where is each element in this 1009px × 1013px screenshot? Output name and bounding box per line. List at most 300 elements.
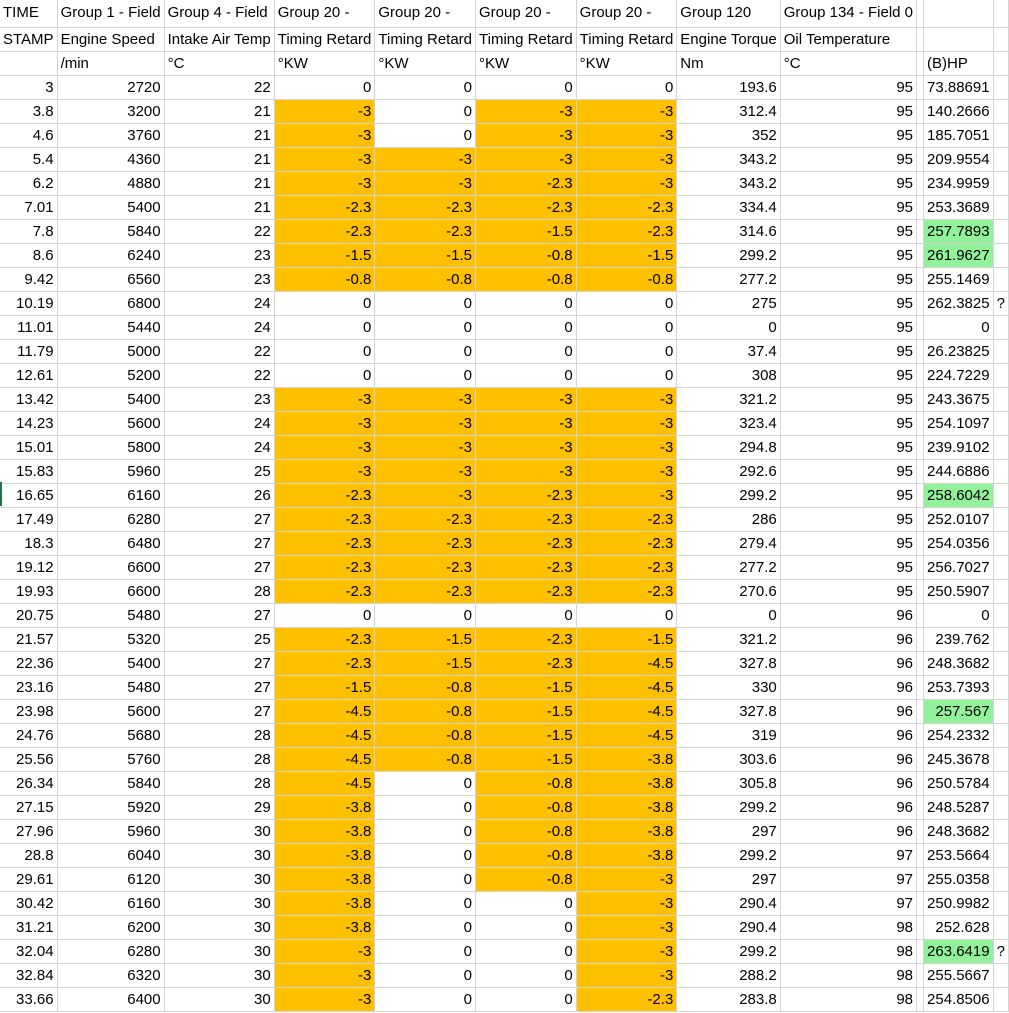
cell-time[interactable]: 3 [0, 75, 57, 99]
cell-time[interactable]: 20.75 [0, 603, 57, 627]
cell-time[interactable]: 7.01 [0, 195, 57, 219]
cell-time[interactable]: 29.61 [0, 867, 57, 891]
cell-timing-retard-4[interactable]: -3 [576, 411, 677, 435]
cell-bhp[interactable]: 250.9982 [924, 891, 994, 915]
cell-timing-retard-2[interactable]: -3 [375, 483, 476, 507]
cell-timing-retard-4[interactable]: -3 [576, 915, 677, 939]
cell-note[interactable] [993, 987, 1008, 1011]
cell-timing-retard-1[interactable]: -1.5 [274, 243, 375, 267]
cell-intake-air-temp[interactable]: 25 [164, 459, 274, 483]
cell-timing-retard-1[interactable]: -3 [274, 459, 375, 483]
cell-oil-temp[interactable]: 96 [780, 603, 916, 627]
cell-bhp[interactable]: 250.5784 [924, 771, 994, 795]
header-cell-intake-air-temp[interactable]: Intake Air Temp [164, 27, 274, 51]
cell-timing-retard-2[interactable]: -0.8 [375, 723, 476, 747]
cell-intake-air-temp[interactable]: 21 [164, 171, 274, 195]
cell-engine-speed[interactable]: 4880 [57, 171, 164, 195]
cell-blank[interactable] [917, 795, 924, 819]
cell-timing-retard-1[interactable]: 0 [274, 603, 375, 627]
cell-blank[interactable] [917, 75, 924, 99]
cell-timing-retard-1[interactable]: -3.8 [274, 891, 375, 915]
cell-bhp[interactable]: 263.6419 [924, 939, 994, 963]
cell-timing-retard-2[interactable]: 0 [375, 771, 476, 795]
cell-timing-retard-3[interactable]: -2.3 [476, 531, 577, 555]
cell-engine-speed[interactable]: 5480 [57, 675, 164, 699]
cell-note[interactable] [993, 675, 1008, 699]
cell-timing-retard-3[interactable]: -1.5 [476, 747, 577, 771]
cell-oil-temp[interactable]: 96 [780, 699, 916, 723]
cell-timing-retard-1[interactable]: -4.5 [274, 699, 375, 723]
cell-engine-speed[interactable]: 5320 [57, 627, 164, 651]
cell-timing-retard-1[interactable]: -2.3 [274, 483, 375, 507]
cell-engine-torque[interactable]: 314.6 [677, 219, 780, 243]
cell-bhp[interactable]: 258.6042 [924, 483, 994, 507]
cell-bhp[interactable]: 185.7051 [924, 123, 994, 147]
cell-time[interactable]: 8.6 [0, 243, 57, 267]
cell-time[interactable]: 3.8 [0, 99, 57, 123]
cell-bhp[interactable]: 257.7893 [924, 219, 994, 243]
cell-timing-retard-1[interactable]: -3.8 [274, 867, 375, 891]
cell-time[interactable]: 9.42 [0, 267, 57, 291]
cell-intake-air-temp[interactable]: 30 [164, 963, 274, 987]
cell-oil-temp[interactable]: 95 [780, 483, 916, 507]
cell-intake-air-temp[interactable]: 22 [164, 219, 274, 243]
cell-time[interactable]: 18.3 [0, 531, 57, 555]
cell-timing-retard-3[interactable]: -2.3 [476, 195, 577, 219]
cell-bhp[interactable]: 224.7229 [924, 363, 994, 387]
cell-oil-temp[interactable]: 97 [780, 891, 916, 915]
cell-oil-temp[interactable]: 96 [780, 627, 916, 651]
cell-bhp[interactable]: 248.3682 [924, 819, 994, 843]
cell-bhp[interactable]: 252.0107 [924, 507, 994, 531]
cell-engine-torque[interactable]: 275 [677, 291, 780, 315]
cell-timing-retard-2[interactable]: -2.3 [375, 555, 476, 579]
cell-timing-retard-1[interactable]: -3 [274, 147, 375, 171]
cell-time[interactable]: 10.19 [0, 291, 57, 315]
cell-bhp[interactable]: 257.567 [924, 699, 994, 723]
cell-engine-speed[interactable]: 6120 [57, 867, 164, 891]
cell-intake-air-temp[interactable]: 27 [164, 555, 274, 579]
cell-engine-speed[interactable]: 5600 [57, 411, 164, 435]
cell-blank[interactable] [917, 651, 924, 675]
cell-intake-air-temp[interactable]: 27 [164, 603, 274, 627]
cell-timing-retard-3[interactable]: 0 [476, 963, 577, 987]
cell-oil-temp[interactable]: 95 [780, 363, 916, 387]
cell-intake-air-temp[interactable]: 26 [164, 483, 274, 507]
cell-timing-retard-1[interactable]: -3 [274, 987, 375, 1011]
header-cell-oil-temp[interactable]: °C [780, 51, 916, 75]
cell-engine-speed[interactable]: 5920 [57, 795, 164, 819]
cell-timing-retard-4[interactable]: 0 [576, 75, 677, 99]
cell-time[interactable]: 19.12 [0, 555, 57, 579]
cell-timing-retard-4[interactable]: -3 [576, 963, 677, 987]
cell-timing-retard-4[interactable]: -2.3 [576, 555, 677, 579]
cell-engine-torque[interactable]: 352 [677, 123, 780, 147]
cell-engine-torque[interactable]: 292.6 [677, 459, 780, 483]
header-cell-timing-retard-4[interactable]: Group 20 - [576, 0, 677, 27]
header-cell-engine-torque[interactable]: Group 120 [677, 0, 780, 27]
cell-timing-retard-4[interactable]: -3 [576, 435, 677, 459]
cell-engine-torque[interactable]: 283.8 [677, 987, 780, 1011]
cell-oil-temp[interactable]: 98 [780, 987, 916, 1011]
cell-timing-retard-2[interactable]: -3 [375, 171, 476, 195]
cell-timing-retard-3[interactable]: -3 [476, 387, 577, 411]
cell-timing-retard-1[interactable]: -4.5 [274, 723, 375, 747]
cell-intake-air-temp[interactable]: 27 [164, 699, 274, 723]
cell-time[interactable]: 28.8 [0, 843, 57, 867]
cell-oil-temp[interactable]: 95 [780, 171, 916, 195]
cell-time[interactable]: 12.61 [0, 363, 57, 387]
header-cell-engine-torque[interactable]: Nm [677, 51, 780, 75]
cell-timing-retard-1[interactable]: -3.8 [274, 795, 375, 819]
cell-note[interactable] [993, 699, 1008, 723]
cell-timing-retard-1[interactable]: -1.5 [274, 675, 375, 699]
cell-timing-retard-2[interactable]: 0 [375, 843, 476, 867]
cell-bhp[interactable]: 248.5287 [924, 795, 994, 819]
cell-bhp[interactable]: 256.7027 [924, 555, 994, 579]
cell-timing-retard-2[interactable]: -2.3 [375, 531, 476, 555]
cell-engine-speed[interactable]: 6240 [57, 243, 164, 267]
cell-bhp[interactable]: 255.1469 [924, 267, 994, 291]
cell-note[interactable] [993, 603, 1008, 627]
cell-timing-retard-2[interactable]: 0 [375, 987, 476, 1011]
cell-timing-retard-2[interactable]: -3 [375, 435, 476, 459]
cell-timing-retard-1[interactable]: 0 [274, 339, 375, 363]
cell-timing-retard-3[interactable]: 0 [476, 915, 577, 939]
cell-timing-retard-1[interactable]: -0.8 [274, 267, 375, 291]
header-cell-bhp[interactable] [924, 27, 994, 51]
cell-timing-retard-3[interactable]: 0 [476, 75, 577, 99]
cell-blank[interactable] [917, 363, 924, 387]
cell-intake-air-temp[interactable]: 27 [164, 507, 274, 531]
cell-engine-torque[interactable]: 297 [677, 819, 780, 843]
cell-timing-retard-1[interactable]: -3 [274, 387, 375, 411]
cell-note[interactable] [993, 867, 1008, 891]
cell-engine-speed[interactable]: 5600 [57, 699, 164, 723]
cell-bhp[interactable]: 262.3825 [924, 291, 994, 315]
cell-timing-retard-1[interactable]: -2.3 [274, 579, 375, 603]
cell-time[interactable]: 26.34 [0, 771, 57, 795]
cell-timing-retard-1[interactable]: -3 [274, 171, 375, 195]
cell-oil-temp[interactable]: 96 [780, 651, 916, 675]
cell-intake-air-temp[interactable]: 30 [164, 843, 274, 867]
cell-oil-temp[interactable]: 95 [780, 387, 916, 411]
cell-blank[interactable] [917, 219, 924, 243]
cell-timing-retard-3[interactable]: -2.3 [476, 555, 577, 579]
cell-blank[interactable] [917, 891, 924, 915]
cell-blank[interactable] [917, 819, 924, 843]
cell-timing-retard-3[interactable]: -0.8 [476, 267, 577, 291]
cell-timing-retard-2[interactable]: -3 [375, 411, 476, 435]
cell-timing-retard-4[interactable]: -3 [576, 483, 677, 507]
cell-timing-retard-4[interactable]: -4.5 [576, 675, 677, 699]
cell-intake-air-temp[interactable]: 30 [164, 915, 274, 939]
cell-blank[interactable] [917, 171, 924, 195]
cell-engine-torque[interactable]: 334.4 [677, 195, 780, 219]
cell-blank[interactable] [917, 195, 924, 219]
cell-timing-retard-1[interactable]: -3.8 [274, 843, 375, 867]
cell-timing-retard-4[interactable]: -2.3 [576, 531, 677, 555]
cell-timing-retard-1[interactable]: -4.5 [274, 771, 375, 795]
cell-timing-retard-4[interactable]: 0 [576, 291, 677, 315]
cell-blank[interactable] [917, 675, 924, 699]
header-cell-engine-speed[interactable]: Group 1 - Field [57, 0, 164, 27]
cell-note[interactable] [993, 435, 1008, 459]
cell-oil-temp[interactable]: 97 [780, 843, 916, 867]
cell-engine-torque[interactable]: 308 [677, 363, 780, 387]
cell-oil-temp[interactable]: 95 [780, 267, 916, 291]
cell-note[interactable] [993, 219, 1008, 243]
cell-time[interactable]: 19.93 [0, 579, 57, 603]
cell-oil-temp[interactable]: 96 [780, 723, 916, 747]
header-cell-note[interactable] [993, 51, 1008, 75]
cell-note[interactable] [993, 555, 1008, 579]
cell-note[interactable] [993, 651, 1008, 675]
cell-engine-torque[interactable]: 286 [677, 507, 780, 531]
cell-timing-retard-3[interactable]: -2.3 [476, 171, 577, 195]
cell-timing-retard-3[interactable]: -3 [476, 411, 577, 435]
cell-intake-air-temp[interactable]: 28 [164, 747, 274, 771]
cell-engine-torque[interactable]: 299.2 [677, 939, 780, 963]
cell-intake-air-temp[interactable]: 29 [164, 795, 274, 819]
cell-intake-air-temp[interactable]: 23 [164, 243, 274, 267]
cell-timing-retard-3[interactable]: -2.3 [476, 627, 577, 651]
cell-timing-retard-1[interactable]: -2.3 [274, 531, 375, 555]
cell-engine-speed[interactable]: 6560 [57, 267, 164, 291]
cell-intake-air-temp[interactable]: 30 [164, 987, 274, 1011]
cell-note[interactable] [993, 531, 1008, 555]
cell-engine-speed[interactable]: 2720 [57, 75, 164, 99]
cell-timing-retard-2[interactable]: -2.3 [375, 195, 476, 219]
cell-engine-torque[interactable]: 270.6 [677, 579, 780, 603]
cell-timing-retard-3[interactable]: -0.8 [476, 843, 577, 867]
cell-note[interactable] [993, 243, 1008, 267]
cell-timing-retard-3[interactable]: -0.8 [476, 243, 577, 267]
cell-timing-retard-2[interactable]: 0 [375, 915, 476, 939]
cell-timing-retard-1[interactable]: -3 [274, 963, 375, 987]
cell-engine-torque[interactable]: 277.2 [677, 267, 780, 291]
cell-intake-air-temp[interactable]: 21 [164, 147, 274, 171]
cell-note[interactable] [993, 507, 1008, 531]
cell-timing-retard-2[interactable]: 0 [375, 123, 476, 147]
cell-time[interactable]: 25.56 [0, 747, 57, 771]
cell-bhp[interactable]: 245.3678 [924, 747, 994, 771]
cell-engine-speed[interactable]: 6160 [57, 483, 164, 507]
cell-engine-speed[interactable]: 5760 [57, 747, 164, 771]
cell-bhp[interactable]: 253.7393 [924, 675, 994, 699]
cell-blank[interactable] [917, 291, 924, 315]
cell-engine-speed[interactable]: 5440 [57, 315, 164, 339]
cell-bhp[interactable]: 243.3675 [924, 387, 994, 411]
cell-time[interactable]: 32.84 [0, 963, 57, 987]
cell-bhp[interactable]: 239.9102 [924, 435, 994, 459]
cell-bhp[interactable]: 209.9554 [924, 147, 994, 171]
cell-timing-retard-2[interactable]: 0 [375, 99, 476, 123]
cell-timing-retard-4[interactable]: -2.3 [576, 507, 677, 531]
cell-engine-speed[interactable]: 3760 [57, 123, 164, 147]
cell-bhp[interactable]: 0 [924, 315, 994, 339]
cell-intake-air-temp[interactable]: 28 [164, 579, 274, 603]
cell-timing-retard-4[interactable]: 0 [576, 363, 677, 387]
cell-timing-retard-2[interactable]: -0.8 [375, 267, 476, 291]
cell-engine-speed[interactable]: 6320 [57, 963, 164, 987]
cell-timing-retard-3[interactable]: -3 [476, 123, 577, 147]
cell-timing-retard-3[interactable]: -0.8 [476, 867, 577, 891]
cell-blank[interactable] [917, 987, 924, 1011]
cell-oil-temp[interactable]: 95 [780, 435, 916, 459]
cell-engine-torque[interactable]: 297 [677, 867, 780, 891]
cell-engine-torque[interactable]: 321.2 [677, 387, 780, 411]
cell-time[interactable]: 23.98 [0, 699, 57, 723]
cell-timing-retard-3[interactable]: 0 [476, 891, 577, 915]
cell-blank[interactable] [917, 243, 924, 267]
cell-bhp[interactable]: 234.9959 [924, 171, 994, 195]
cell-timing-retard-1[interactable]: -4.5 [274, 747, 375, 771]
cell-time[interactable]: 27.15 [0, 795, 57, 819]
cell-engine-speed[interactable]: 6400 [57, 987, 164, 1011]
cell-timing-retard-1[interactable]: -2.3 [274, 555, 375, 579]
cell-timing-retard-4[interactable]: -4.5 [576, 723, 677, 747]
cell-timing-retard-3[interactable]: -0.8 [476, 795, 577, 819]
cell-blank[interactable] [917, 459, 924, 483]
cell-intake-air-temp[interactable]: 24 [164, 411, 274, 435]
cell-engine-torque[interactable]: 299.2 [677, 795, 780, 819]
cell-intake-air-temp[interactable]: 27 [164, 651, 274, 675]
cell-note[interactable] [993, 315, 1008, 339]
cell-engine-torque[interactable]: 327.8 [677, 699, 780, 723]
cell-engine-torque[interactable]: 343.2 [677, 171, 780, 195]
cell-timing-retard-4[interactable]: 0 [576, 315, 677, 339]
cell-blank[interactable] [917, 867, 924, 891]
cell-bhp[interactable]: 239.762 [924, 627, 994, 651]
cell-blank[interactable] [917, 699, 924, 723]
cell-timing-retard-3[interactable]: 0 [476, 339, 577, 363]
cell-engine-speed[interactable]: 6600 [57, 555, 164, 579]
cell-timing-retard-3[interactable]: -3 [476, 147, 577, 171]
cell-timing-retard-2[interactable]: 0 [375, 315, 476, 339]
cell-timing-retard-2[interactable]: 0 [375, 963, 476, 987]
cell-bhp[interactable]: 252.628 [924, 915, 994, 939]
cell-note[interactable] [993, 771, 1008, 795]
cell-blank[interactable] [917, 939, 924, 963]
cell-oil-temp[interactable]: 95 [780, 123, 916, 147]
cell-bhp[interactable]: 140.2666 [924, 99, 994, 123]
cell-engine-speed[interactable]: 6200 [57, 915, 164, 939]
cell-timing-retard-1[interactable]: 0 [274, 75, 375, 99]
cell-engine-torque[interactable]: 299.2 [677, 843, 780, 867]
cell-timing-retard-2[interactable]: -0.8 [375, 747, 476, 771]
cell-note[interactable] [993, 75, 1008, 99]
cell-time[interactable]: 16.65 [0, 483, 57, 507]
cell-timing-retard-2[interactable]: 0 [375, 939, 476, 963]
cell-timing-retard-1[interactable]: -3 [274, 99, 375, 123]
header-cell-blank[interactable] [917, 27, 924, 51]
cell-bhp[interactable]: 254.0356 [924, 531, 994, 555]
cell-time[interactable]: 11.79 [0, 339, 57, 363]
cell-note[interactable] [993, 387, 1008, 411]
cell-engine-speed[interactable]: 6280 [57, 939, 164, 963]
cell-time[interactable]: 13.42 [0, 387, 57, 411]
cell-note[interactable] [993, 171, 1008, 195]
cell-timing-retard-4[interactable]: -2.3 [576, 219, 677, 243]
cell-time[interactable]: 15.83 [0, 459, 57, 483]
cell-engine-speed[interactable]: 5200 [57, 363, 164, 387]
cell-timing-retard-4[interactable]: -4.5 [576, 699, 677, 723]
cell-engine-speed[interactable]: 5840 [57, 771, 164, 795]
cell-bhp[interactable]: 73.88691 [924, 75, 994, 99]
cell-time[interactable]: 4.6 [0, 123, 57, 147]
cell-oil-temp[interactable]: 95 [780, 219, 916, 243]
cell-blank[interactable] [917, 843, 924, 867]
cell-engine-torque[interactable]: 299.2 [677, 483, 780, 507]
cell-timing-retard-4[interactable]: -3.8 [576, 843, 677, 867]
cell-note[interactable] [993, 483, 1008, 507]
cell-time[interactable]: 6.2 [0, 171, 57, 195]
cell-bhp[interactable]: 26.23825 [924, 339, 994, 363]
cell-oil-temp[interactable]: 98 [780, 939, 916, 963]
cell-intake-air-temp[interactable]: 27 [164, 675, 274, 699]
cell-engine-speed[interactable]: 5480 [57, 603, 164, 627]
cell-blank[interactable] [917, 531, 924, 555]
cell-note[interactable] [993, 819, 1008, 843]
cell-timing-retard-3[interactable]: 0 [476, 363, 577, 387]
cell-note[interactable] [993, 795, 1008, 819]
cell-bhp[interactable]: 254.2332 [924, 723, 994, 747]
cell-timing-retard-3[interactable]: -3 [476, 459, 577, 483]
cell-note[interactable] [993, 963, 1008, 987]
cell-timing-retard-1[interactable]: -3 [274, 123, 375, 147]
cell-timing-retard-2[interactable]: 0 [375, 291, 476, 315]
header-cell-timing-retard-2[interactable]: °KW [375, 51, 476, 75]
cell-note[interactable] [993, 339, 1008, 363]
cell-time[interactable]: 27.96 [0, 819, 57, 843]
header-cell-timing-retard-1[interactable]: Timing Retard [274, 27, 375, 51]
cell-timing-retard-2[interactable]: 0 [375, 339, 476, 363]
cell-engine-speed[interactable]: 3200 [57, 99, 164, 123]
cell-timing-retard-4[interactable]: -3 [576, 891, 677, 915]
cell-oil-temp[interactable]: 95 [780, 99, 916, 123]
cell-bhp[interactable]: 255.5667 [924, 963, 994, 987]
cell-blank[interactable] [917, 723, 924, 747]
cell-timing-retard-2[interactable]: 0 [375, 891, 476, 915]
cell-oil-temp[interactable]: 96 [780, 675, 916, 699]
cell-time[interactable]: 7.8 [0, 219, 57, 243]
cell-timing-retard-1[interactable]: 0 [274, 291, 375, 315]
cell-engine-speed[interactable]: 5800 [57, 435, 164, 459]
cell-intake-air-temp[interactable]: 23 [164, 267, 274, 291]
cell-time[interactable]: 5.4 [0, 147, 57, 171]
cell-timing-retard-2[interactable]: 0 [375, 603, 476, 627]
cell-timing-retard-1[interactable]: -2.3 [274, 507, 375, 531]
cell-note[interactable] [993, 363, 1008, 387]
cell-timing-retard-2[interactable]: -1.5 [375, 651, 476, 675]
cell-timing-retard-3[interactable]: -2.3 [476, 579, 577, 603]
cell-intake-air-temp[interactable]: 28 [164, 723, 274, 747]
cell-intake-air-temp[interactable]: 24 [164, 315, 274, 339]
cell-bhp[interactable]: 0 [924, 603, 994, 627]
cell-time[interactable]: 32.04 [0, 939, 57, 963]
cell-oil-temp[interactable]: 95 [780, 315, 916, 339]
cell-timing-retard-2[interactable]: -0.8 [375, 699, 476, 723]
header-cell-timing-retard-1[interactable]: Group 20 - [274, 0, 375, 27]
cell-engine-speed[interactable]: 6800 [57, 291, 164, 315]
header-cell-engine-torque[interactable]: Engine Torque [677, 27, 780, 51]
cell-intake-air-temp[interactable]: 21 [164, 195, 274, 219]
cell-time[interactable]: 24.76 [0, 723, 57, 747]
cell-timing-retard-4[interactable]: 0 [576, 603, 677, 627]
cell-blank[interactable] [917, 507, 924, 531]
cell-timing-retard-4[interactable]: -3 [576, 459, 677, 483]
